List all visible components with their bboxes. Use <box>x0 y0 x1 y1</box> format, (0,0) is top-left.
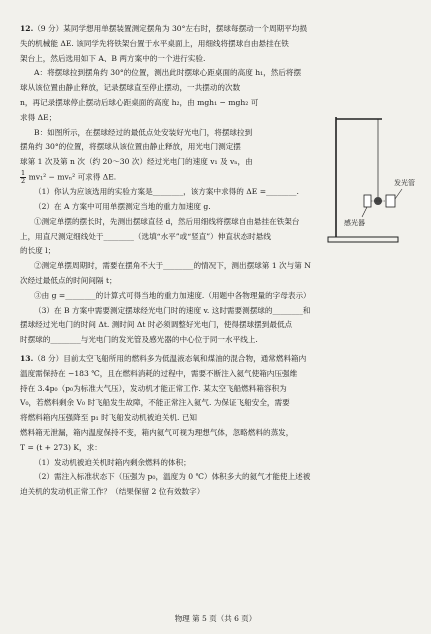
q12-line-8: 摆角约 30°的位置，将摆球从该位置由静止释放，用光电门测定摆 <box>20 142 241 152</box>
receiver-label: 感光器 <box>344 219 365 227</box>
q13-line-9: 迫关机的发动机正常工作？（结果保留 2 位有效数字） <box>20 487 205 497</box>
q13-line-3: V₀，若燃料剩余 V₀ 时飞船发生故障，不能正常注入氦气. 为保证飞船安全，需要 <box>20 398 290 408</box>
q12-line-0: 某同学想用单摆装置测定摆角为 30°左右时，摆球每摆动一个周期平均损 <box>63 24 307 33</box>
q12-line-5: n，再记录摆球停止摆动后球心距桌面的高度 h₂，由 mgh₁ − mgh₂ 可 <box>20 97 259 107</box>
q13-line-5: 燃料箱无泄漏，箱内温度保持不变，箱内氦气可视为理想气体，忽略燃料的蒸发， <box>20 427 294 437</box>
receiver-block <box>364 195 371 207</box>
q12-line-12: （2）在 A 方案中可用单摆测定当地的重力加速度 g. <box>34 202 211 212</box>
q12-line-15: 的长度 l； <box>20 246 56 256</box>
q13-line-1: 温度需保持在 −183 ℃，且在燃料消耗的过程中，需要不断注入氦气使箱内压强维 <box>20 368 298 378</box>
q12-line-4: 球从该位置由静止释放，记录摆球直至停止摆动，一共摆动的次数 <box>20 83 241 93</box>
q12-line-2: 架台上，然后选用如下 A、B 两方案中的一个进行实验. <box>20 53 206 63</box>
q13-line-0: 目前太空飞船所用的燃料多为低温液态氧和煤油的混合物，通常燃料箱内 <box>63 354 307 363</box>
pendulum-diagram <box>322 105 426 255</box>
q13-line-4: 将燃料箱内压强降至 p₁ 时飞船发动机被迫关机. 已知 <box>20 413 198 423</box>
question-score: （9 分） <box>33 24 64 33</box>
q12-line-13: ①测定单摆的摆长时，先测出摆球直径 d，然后用细线将摆球自由悬挂在铁架台 <box>34 216 300 226</box>
q12-line-1: 失的机械能 ΔE. 该同学先将铁架台置于水平桌面上，用细线将摆球自由悬挂在铁 <box>20 38 289 48</box>
q12-line-9: 球第 1 次及第 n 次（约 20～30 次）经过光电门的速度 v₁ 及 vₙ，由 <box>20 157 253 167</box>
q12-line-14: 上，用直尺测定细线处于________（选填“水平”或“竖直”）伸直状态时悬线 <box>20 231 271 241</box>
q12-line-20: 摆球经过光电门的时间 Δt. 测时间 Δt 时必须调整好光电门，使得摆球摆到最低点 <box>20 320 293 330</box>
emitter-block <box>386 195 395 207</box>
q12-line-17: 次经过最低点的时间间隔 t； <box>20 276 117 286</box>
question-score: （8 分） <box>33 354 64 363</box>
q12-line-19: （3）在 B 方案中需要测定摆球经光电门时的速度 v. 这时需要测摆球的________和 <box>34 305 311 315</box>
pendulum-bob <box>374 197 382 205</box>
q13-line-8: （2）需注入标准状态下（压强为 p₀，温度为 0 ℃）体积多大的氦气才能使上述被 <box>34 472 311 482</box>
question-number: 12. <box>20 24 34 33</box>
q12-line-21: 时摆球的________与光电门的发光管及感光器的中心位于同一水平线上. <box>20 335 258 345</box>
receiver-pointer <box>362 207 367 217</box>
question-13 <box>20 352 418 500</box>
q12-line-16: ②测定单摆周期时，需要在摆角不大于________的情况下，测出摆球第 1 次与第 N <box>34 261 311 271</box>
q13-line-2: 持在 3.4p₀（p₀为标准大气压），发动机才能正常工作. 某太空飞船燃料箱容积为 <box>20 383 287 393</box>
half-fraction: $\frac{1}{2}$ <box>21 168 26 185</box>
emitter-label: 发光管 <box>394 179 415 187</box>
q13-line-6: T = (t + 273) K，求： <box>20 442 102 452</box>
q12-line-3: A：将摆球拉到摆角约 30°的位置，测出此时摆球心距桌面的高度 h₁，然后将摆 <box>34 68 302 78</box>
q12-line-10: mv₁² − mvₙ² 可求得 ΔE. <box>28 172 117 182</box>
q12-line-7: B：如图所示，在摆球经过的最低点处安装好光电门，将摆球拉到 <box>34 127 253 137</box>
q12-line-6: 求得 ΔE； <box>20 112 57 122</box>
question-number: 13. <box>20 354 34 363</box>
q12-line-11: （1）你认为应该选用的实验方案是________，该方案中求得的 ΔE =________. <box>34 187 299 197</box>
pendulum-apparatus-figure <box>322 105 426 255</box>
q13-line-7: （1）发动机被迫关机时箱内剩余燃料的体积； <box>34 457 191 467</box>
emitter-pointer <box>395 189 402 199</box>
stand-base <box>328 237 398 242</box>
page-footer: 物理 第 5 页（共 6 页） <box>174 614 257 623</box>
q12-line-18: ③由 g =________的计算式可得当地的重力加速度.（用题中各物理量的字母表示） <box>34 290 311 300</box>
